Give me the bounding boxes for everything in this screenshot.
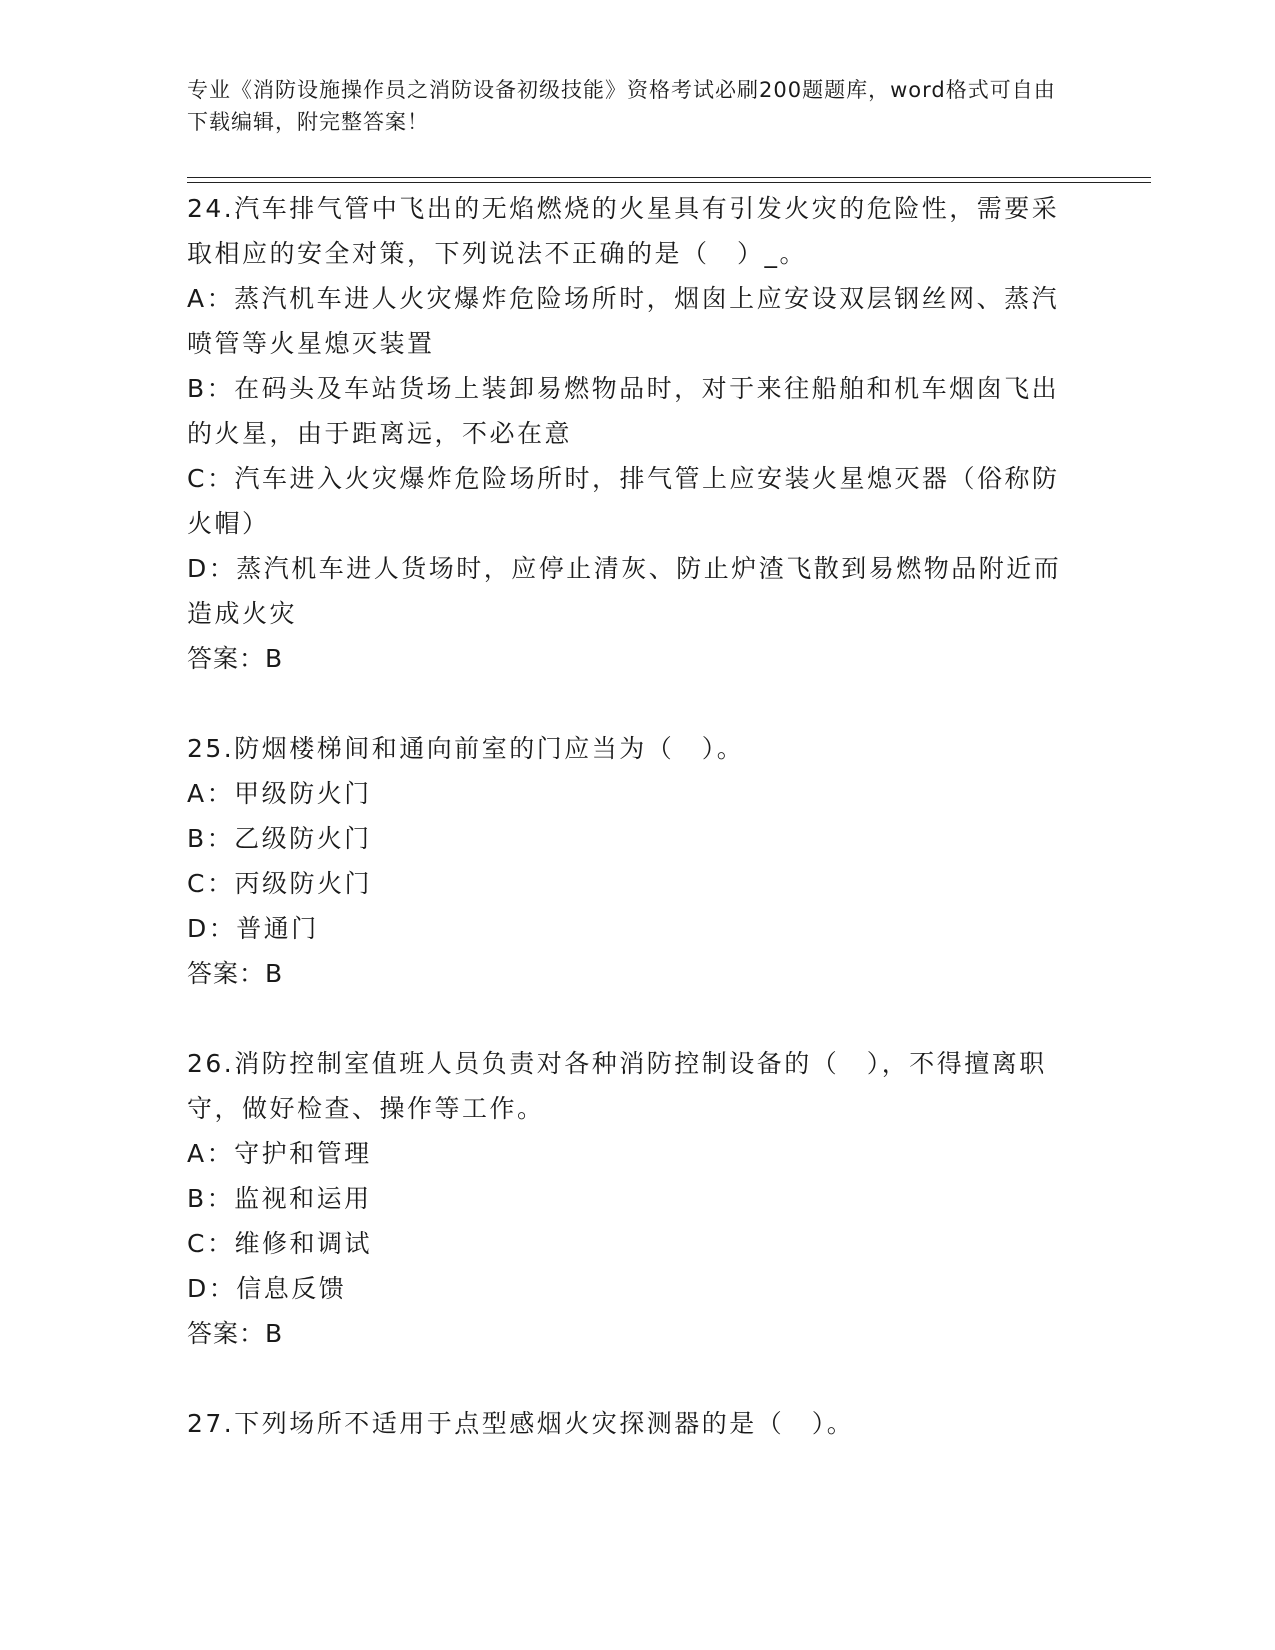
- option-b: B：在码头及车站货场上装卸易燃物品时，对于来往船舶和机车烟囱飞出的火星，由于距离远，不必在意: [187, 374, 1060, 448]
- option-d: D：普通门: [187, 914, 319, 943]
- option-a: A：甲级防火门: [187, 779, 372, 808]
- question-25: [187, 726, 1067, 996]
- header-divider-top: [187, 177, 1151, 178]
- question-text: 24.汽车排气管中飞出的无焰燃烧的火星具有引发火灾的危险性，需要采取相应的安全对策，下列说法不正确的是（ ）_。: [187, 194, 1060, 268]
- answer: 答案：B: [187, 959, 284, 988]
- option-b: B：监视和运用: [187, 1184, 372, 1213]
- option-c: C：维修和调试: [187, 1229, 372, 1258]
- question-list: [187, 186, 1067, 1446]
- spacer: [187, 996, 1067, 1041]
- option-d: D：信息反馈: [187, 1274, 347, 1303]
- answer: 答案：B: [187, 1319, 284, 1348]
- option-d: D：蒸汽机车进人货场时，应停止清灰、防止炉渣飞散到易燃物品附近而造成火灾: [187, 554, 1062, 628]
- question-24: [187, 186, 1067, 681]
- question-text: 26.消防控制室值班人员负责对各种消防控制设备的（ ），不得擅离职守，做好检查、操作等工作。: [187, 1049, 1047, 1123]
- header-divider-bottom: [187, 182, 1151, 183]
- spacer: [187, 681, 1067, 726]
- question-26: [187, 1041, 1067, 1356]
- answer: 答案：B: [187, 644, 284, 673]
- question-text: 25.防烟楼梯间和通向前室的门应当为（ ）。: [187, 734, 745, 763]
- question-27: [187, 1401, 1067, 1446]
- spacer: [187, 1356, 1067, 1401]
- option-a: A：蒸汽机车进人火灾爆炸危险场所时，烟囱上应安设双层钢丝网、蒸汽喷管等火星熄灭装置: [187, 284, 1060, 358]
- document-header: 专业《消防设施操作员之消防设备初级技能》资格考试必刷200题题库，word格式可自由下载编辑，附完整答案！: [187, 78, 1056, 134]
- option-c: C：汽车进入火灾爆炸危险场所时，排气管上应安装火星熄灭器（俗称防火帽）: [187, 464, 1060, 538]
- option-c: C：丙级防火门: [187, 869, 372, 898]
- option-a: A：守护和管理: [187, 1139, 372, 1168]
- question-text: 27.下列场所不适用于点型感烟火灾探测器的是（ ）。: [187, 1409, 855, 1438]
- option-b: B：乙级防火门: [187, 824, 372, 853]
